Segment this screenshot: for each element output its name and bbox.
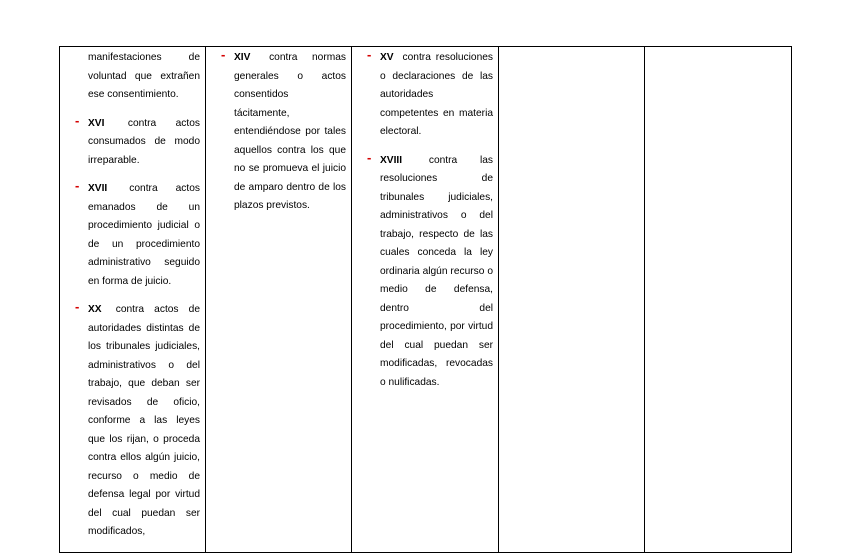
item-body: contra resoluciones o declaraciones de las autoridades competentes en materia electoral.: [380, 52, 493, 137]
document-table: [59, 46, 792, 553]
dash-bullet-icon: -: [221, 47, 226, 62]
table-cell-col2: [206, 47, 352, 553]
item-text: [88, 180, 200, 291]
list-item: [63, 112, 200, 171]
dash-bullet-icon: -: [367, 47, 372, 62]
roman-numeral: XVI: [88, 117, 105, 129]
item-text: [88, 301, 200, 542]
table-row: [60, 47, 792, 553]
dash-bullet-icon: -: [75, 178, 80, 193]
dash-bullet-icon: -: [75, 299, 80, 314]
list-item: [355, 149, 493, 393]
item-text: [88, 115, 200, 171]
table-cell-col5: [645, 47, 792, 553]
roman-numeral: XV: [380, 52, 394, 63]
item-text: [234, 49, 346, 216]
roman-numeral: XIV: [234, 52, 251, 63]
dash-bullet-icon: -: [367, 149, 372, 165]
item-body: contra actos emanados de un procedimiento judicial o de un procedimiento administrativo seguido en forma de juicio.: [88, 183, 200, 287]
list-item: [63, 49, 200, 105]
item-body: contra normas generales o actos consentidos tácitamente, entendiéndose por tales aquellos contra los que no se promueva el juicio de amparo dentro de los plazos previstos.: [234, 52, 346, 211]
roman-numeral: XVII: [88, 183, 108, 194]
item-text: [380, 152, 493, 393]
item-body: contra las resoluciones de tribunales judiciales, administrativos o del trabajo, respecto de las cuales conceda la ley ordinaria algún recurso o medio de defensa, dentro del procedimiento, por virtud del cual puedan ser modificadas, revocadas o nulificadas.: [380, 154, 493, 388]
table-cell-col4: [499, 47, 645, 553]
list-item: [63, 301, 200, 542]
dash-bullet-icon: -: [75, 112, 80, 128]
item-body: contra actos de autoridades distintas de los tribunales judiciales, administrativos o del trabajo, que deban ser revisados de oficio, conforme a las leyes que los rijan, o proceda contra ellos algún juicio, recurso o medio de defensa legal por virtud del cual puedan ser modificados,: [88, 304, 200, 537]
list-item: [63, 180, 200, 291]
roman-numeral: XX: [88, 304, 102, 315]
table-cell-col1: [60, 47, 206, 553]
item-text: [88, 49, 200, 105]
list-item: [209, 49, 346, 216]
item-body: manifestaciones de voluntad que extrañen ese consentimiento.: [88, 52, 200, 100]
item-body: contra actos consumados de modo irreparable.: [88, 117, 200, 166]
list-item: [355, 49, 493, 142]
table-cell-col3: [352, 47, 499, 553]
item-text: [380, 49, 493, 142]
roman-numeral: XVIII: [380, 154, 403, 166]
